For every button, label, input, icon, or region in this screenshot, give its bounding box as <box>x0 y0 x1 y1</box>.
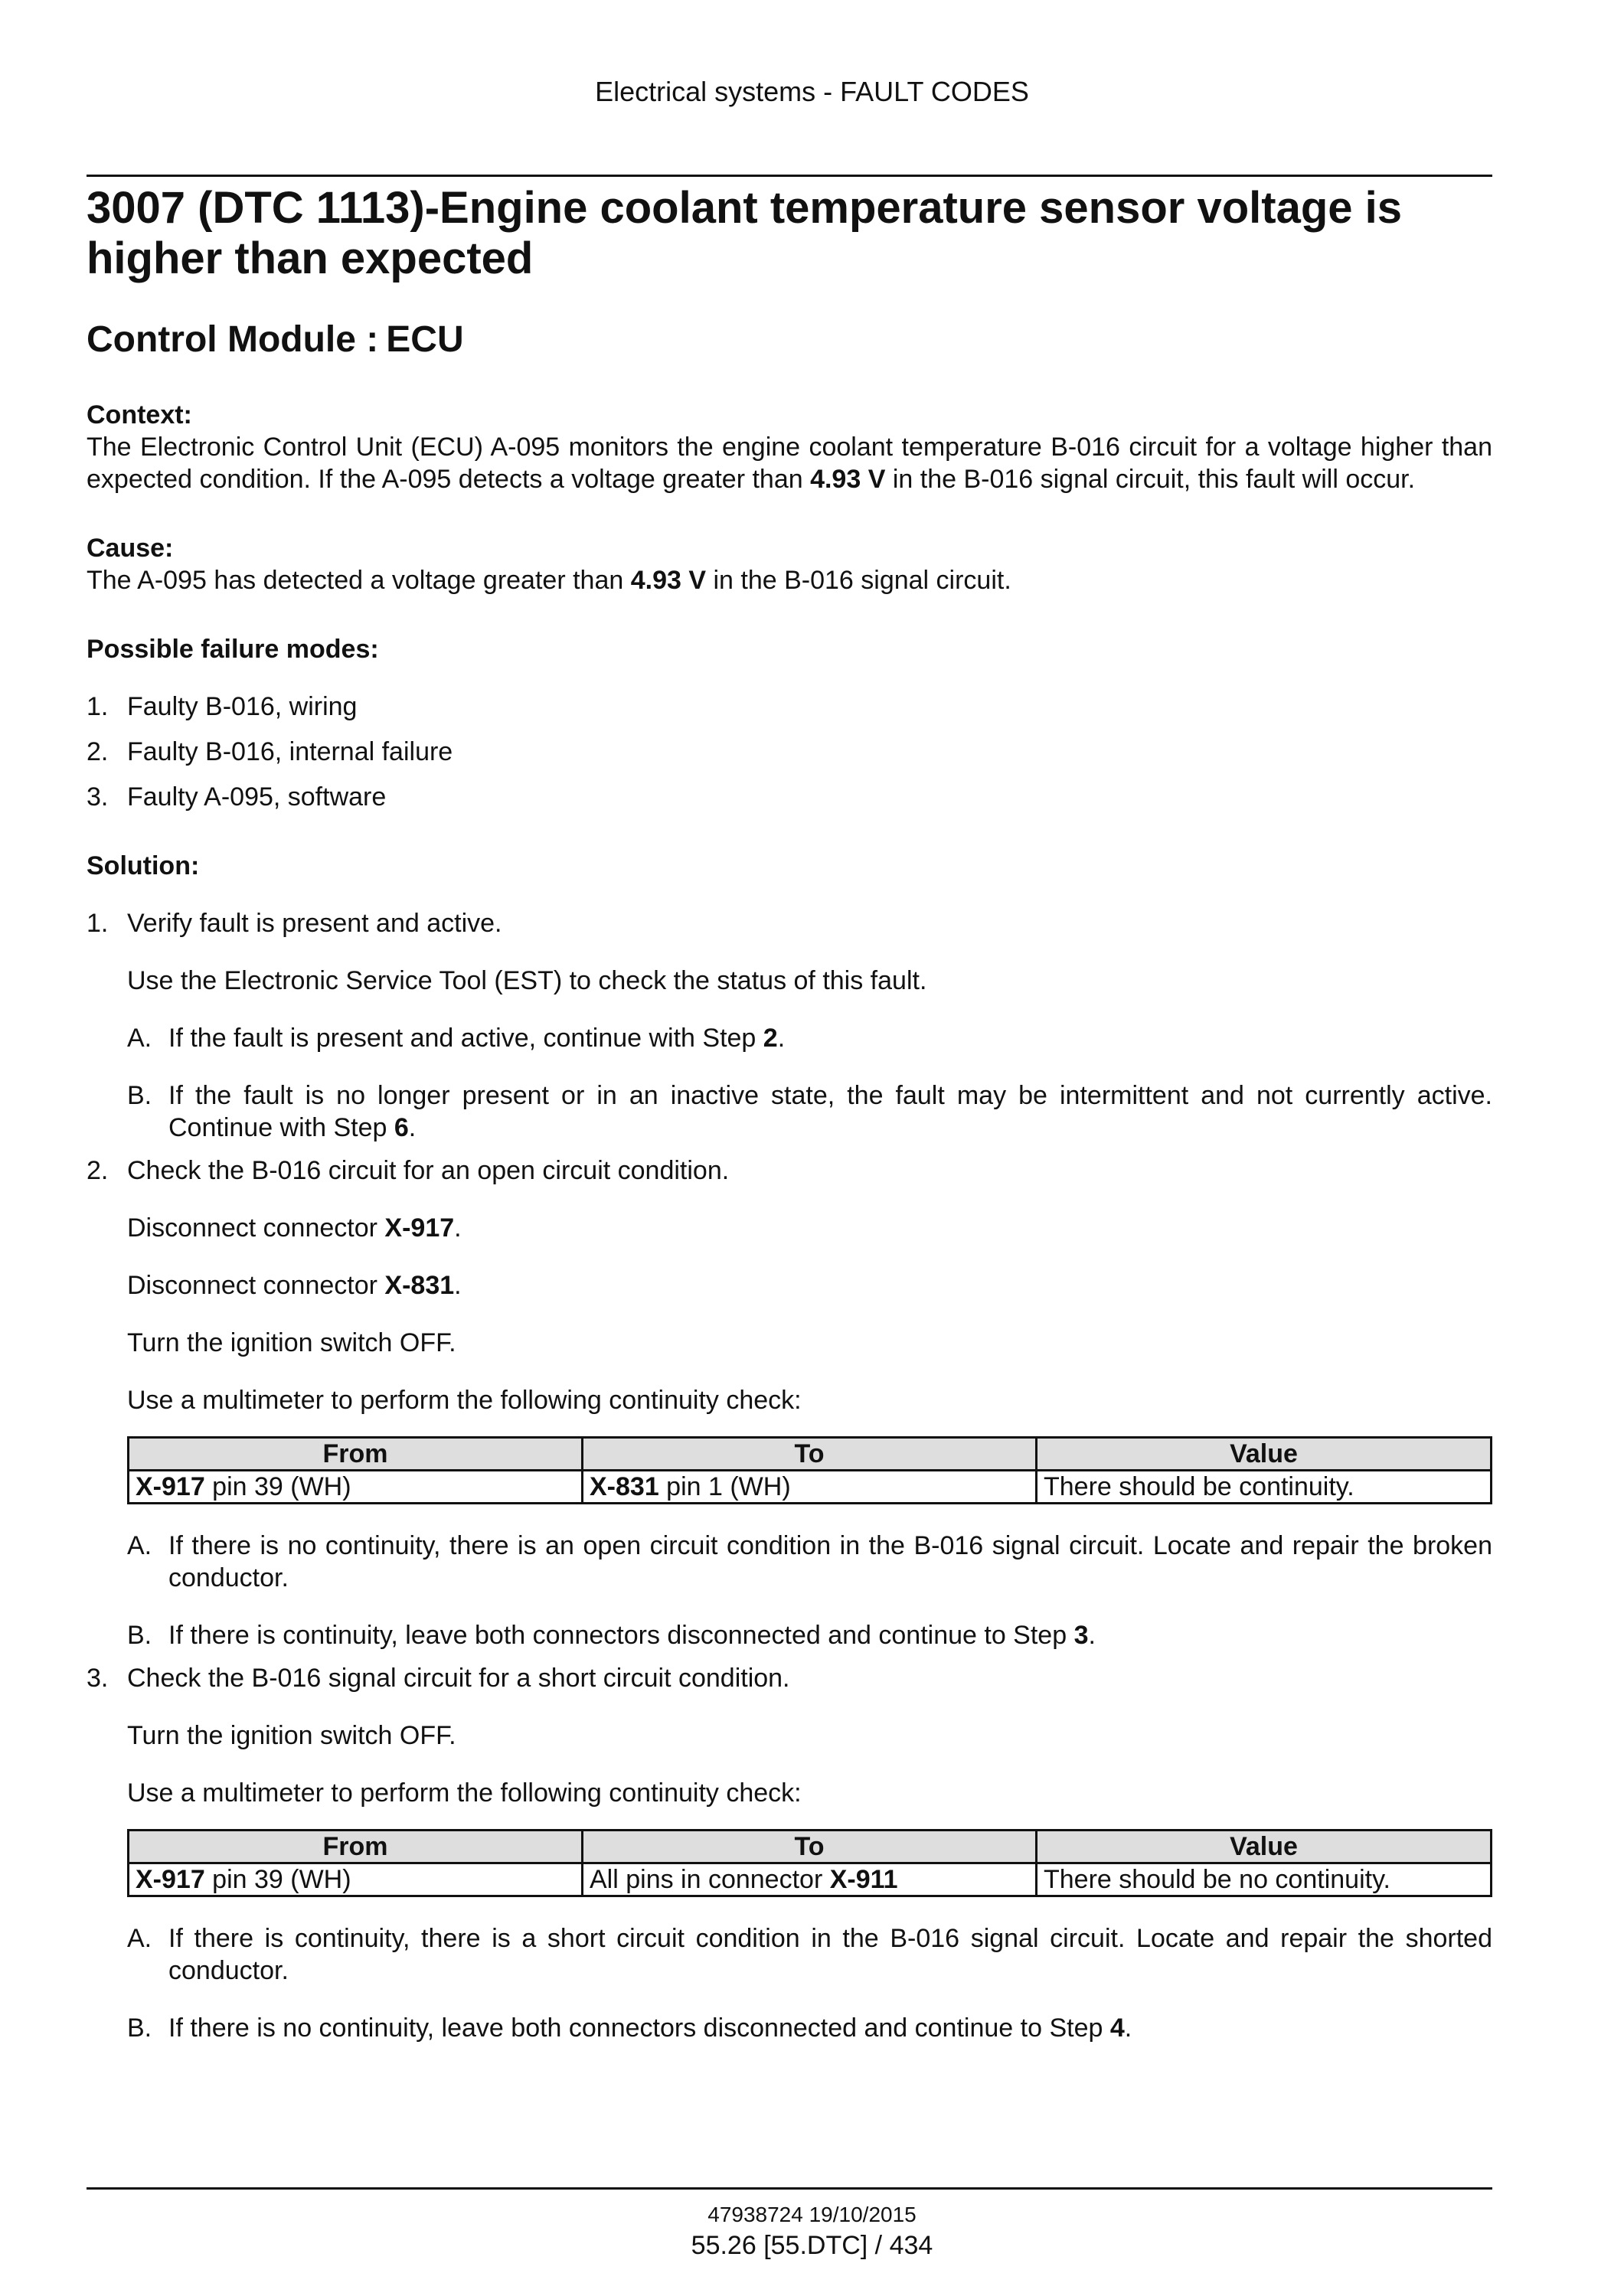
header-rule <box>87 175 1492 177</box>
control-module-label: Control Module : <box>87 319 379 360</box>
table-header-row <box>129 1831 1492 1863</box>
step-reference: 6 <box>394 1113 409 1142</box>
pin-text: All pins in connector <box>590 1865 830 1894</box>
pin-text: pin 1 (WH) <box>658 1472 791 1501</box>
ignition-instruction: Turn the ignition switch OFF. <box>127 1721 456 1750</box>
cause-section <box>87 532 1492 596</box>
step-3-option-a <box>127 1922 1492 1987</box>
page-title: 3007 (DTC 1113)-Engine coolant temperature sensor voltage is higher than expected <box>87 183 1403 283</box>
cell-value: There should be no continuity. <box>1037 1863 1492 1896</box>
context-text <box>87 431 1492 495</box>
running-header: Electrical systems - FAULT CODES <box>595 76 1029 107</box>
option-text: If there is no continuity, there is an open circuit condition in the B-016 signal circuit. Locate and repair the broken conductor. <box>168 1531 1492 1592</box>
table-row <box>129 1471 1492 1504</box>
list-item <box>87 781 1492 813</box>
ignition-instruction: Turn the ignition switch OFF. <box>127 1328 456 1357</box>
option-text: If there is continuity, leave both connectors disconnected and continue to Step <box>168 1621 1074 1650</box>
instruction-text: Disconnect connector <box>127 1213 385 1243</box>
step-2-option-a <box>127 1530 1492 1594</box>
step-2 <box>87 1155 1492 1651</box>
failure-modes-label: Possible failure modes: <box>87 635 379 664</box>
failure-modes-list <box>87 691 1492 813</box>
cause-voltage: 4.93 V <box>630 566 707 595</box>
disconnect-instruction <box>127 1212 1492 1244</box>
instruction-text: Disconnect connector <box>127 1271 385 1300</box>
step-1 <box>87 907 1492 1144</box>
cell-to <box>583 1863 1037 1896</box>
instruction-end: . <box>454 1271 462 1300</box>
list-text: Faulty A-095, software <box>127 782 387 812</box>
option-text-end: . <box>1088 1621 1096 1650</box>
step-3-option-b <box>127 2012 1492 2044</box>
table-header-row <box>129 1438 1492 1471</box>
step-3 <box>87 1662 1492 2044</box>
column-header-to: To <box>583 1831 1037 1863</box>
control-module-value: ECU <box>386 319 464 360</box>
multimeter-instruction: Use a multimeter to perform the following continuity check: <box>127 1386 802 1415</box>
option-text: If the fault is no longer present or in an inactive state, the fault may be intermittent and not currently active. Continue with Step <box>168 1081 1492 1142</box>
option-letter: A. <box>127 1531 152 1560</box>
column-header-value: Value <box>1037 1831 1492 1863</box>
connector-id: X-831 <box>590 1472 659 1501</box>
cause-label: Cause: <box>87 534 174 563</box>
step-2-option-b <box>127 1619 1492 1651</box>
option-letter: B. <box>127 1081 152 1110</box>
cause-text-part: in the B-016 signal circuit. <box>706 566 1011 595</box>
option-letter: B. <box>127 2013 152 2043</box>
footer-rule <box>87 2187 1492 2190</box>
solution-section <box>87 850 1492 2044</box>
step-title: Check the B-016 signal circuit for a short circuit condition. <box>127 1664 790 1693</box>
list-item <box>87 691 1492 723</box>
step-1-option-a <box>127 1022 1492 1054</box>
option-text-end: . <box>777 1024 786 1053</box>
footer-document-id: 47938724 19/10/2015 <box>707 2203 917 2226</box>
solution-steps <box>87 907 1492 2044</box>
footer-page-reference: 55.26 [55.DTC] / 434 <box>691 2231 933 2260</box>
context-text-part: in the B-016 signal circuit, this fault will occur. <box>885 465 1416 494</box>
cell-from <box>129 1863 583 1896</box>
continuity-table <box>127 1829 1492 1897</box>
control-module-heading <box>87 318 1492 362</box>
pin-text: pin 39 (WH) <box>204 1865 351 1894</box>
cell-value: There should be continuity. <box>1037 1471 1492 1504</box>
column-header-from: From <box>129 1438 583 1471</box>
option-text: If the fault is present and active, continue with Step <box>168 1024 763 1053</box>
column-header-value: Value <box>1037 1438 1492 1471</box>
context-text-part: The Electronic Control Unit (ECU) A-095 monitors the engine coolant temperature B-016 circuit for a voltage higher than expected condition. If the A-095 detects a voltage greater than <box>87 433 1492 494</box>
option-text-end: . <box>408 1113 417 1142</box>
multimeter-instruction: Use a multimeter to perform the following continuity check: <box>127 1778 802 1808</box>
step-title: Check the B-016 circuit for an open circuit condition. <box>127 1156 730 1185</box>
context-label: Context: <box>87 400 192 429</box>
list-item <box>87 736 1492 768</box>
list-text: Faulty B-016, internal failure <box>127 737 453 766</box>
step-number: 2. <box>87 1156 109 1185</box>
page-content <box>87 180 1492 2044</box>
connector-id: X-917 <box>136 1865 205 1894</box>
step-reference: 2 <box>763 1024 778 1053</box>
solution-label: Solution: <box>87 851 200 880</box>
connector-id: X-917 <box>384 1213 455 1243</box>
connector-id: X-917 <box>136 1472 205 1501</box>
list-number: 2. <box>87 737 109 766</box>
cause-text <box>87 564 1492 596</box>
option-text-end: . <box>1124 2013 1132 2043</box>
step-title: Verify fault is present and active. <box>127 909 502 938</box>
step-number: 1. <box>87 909 109 938</box>
context-section <box>87 399 1492 495</box>
pin-text: pin 39 (WH) <box>204 1472 351 1501</box>
failure-modes-section <box>87 633 1492 813</box>
instruction-end: . <box>454 1213 462 1243</box>
connector-id: X-911 <box>829 1865 898 1894</box>
context-voltage: 4.93 V <box>810 465 886 494</box>
option-text: If there is no continuity, leave both connectors disconnected and continue to Step <box>168 2013 1110 2043</box>
step-reference: 3 <box>1073 1621 1089 1650</box>
list-text: Faulty B-016, wiring <box>127 692 358 721</box>
list-number: 3. <box>87 782 109 812</box>
column-header-from: From <box>129 1831 583 1863</box>
step-1-option-b <box>127 1079 1492 1144</box>
step-number: 3. <box>87 1664 109 1693</box>
connector-id: X-831 <box>384 1271 455 1300</box>
option-letter: B. <box>127 1621 152 1650</box>
column-header-to: To <box>583 1438 1037 1471</box>
cell-to <box>583 1471 1037 1504</box>
table-row <box>129 1863 1492 1896</box>
option-letter: A. <box>127 1024 152 1053</box>
cause-text-part: The A-095 has detected a voltage greater than <box>87 566 631 595</box>
list-number: 1. <box>87 692 109 721</box>
continuity-table <box>127 1436 1492 1504</box>
disconnect-instruction <box>127 1269 1492 1302</box>
cell-from <box>129 1471 583 1504</box>
step-reference: 4 <box>1109 2013 1125 2043</box>
option-letter: A. <box>127 1924 152 1953</box>
step-instruction: Use the Electronic Service Tool (EST) to check the status of this fault. <box>127 966 927 995</box>
option-text: If there is continuity, there is a short circuit condition in the B-016 signal circuit. Locate and repair the shorted conductor. <box>168 1924 1492 1985</box>
